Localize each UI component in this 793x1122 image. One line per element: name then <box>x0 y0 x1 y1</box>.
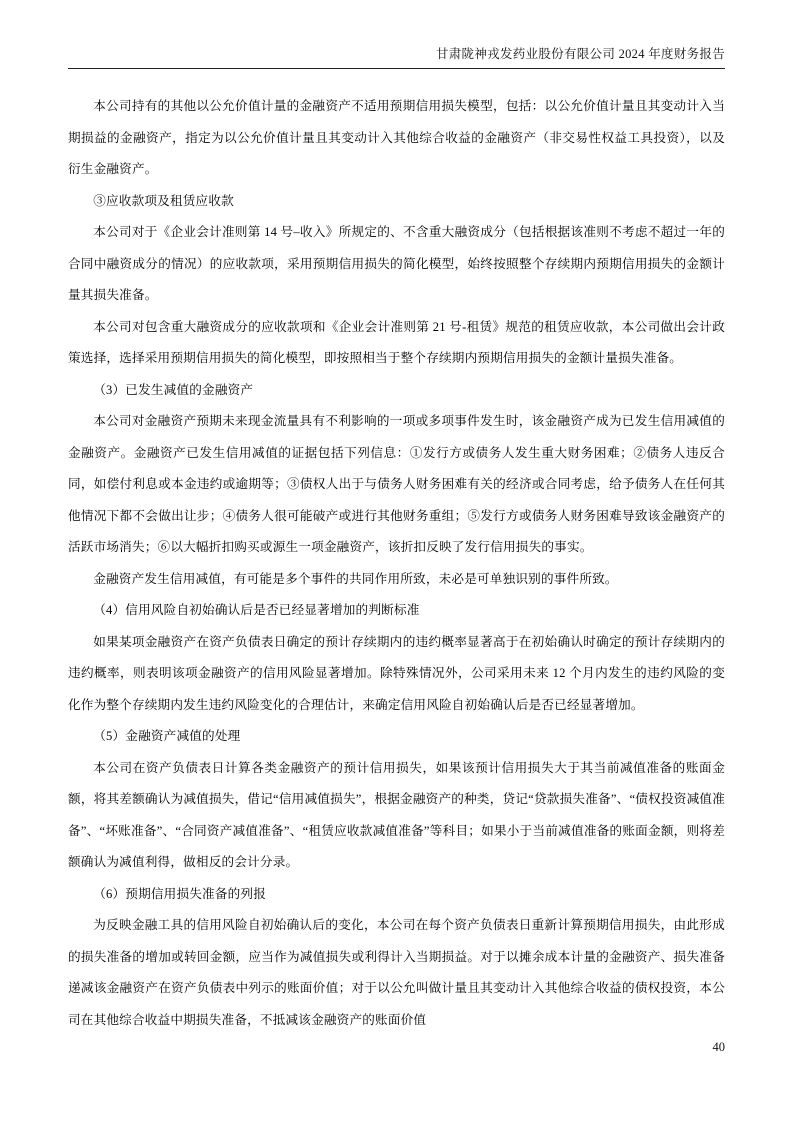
paragraph-heading-receivables: ③应收款项及租赁应收款 <box>93 193 234 208</box>
page-header: 甘肃陇神戎发药业股份有限公司 2024 年度财务报告 <box>435 47 725 61</box>
paragraph: 为反映金融工具的信用风险自初始确认后的变化，本公司在每个资产负债表日重新计算预期信用损失，由此形成的损失准备的增加或转回金额，应当作为减值损失或利得计入当期损益。对于以摊余成本计量的金融资产、损失准备递减该金融资产在资产负债表中列示的账面价值；对于以公允叫做计量且其变动计入其他综合收益的债权投资，本公司在其他综合收益中期损失准备，不抵减该金融资产的账面价值 <box>68 918 725 1027</box>
page-content-area <box>68 44 725 1036</box>
paragraph: 本公司在资产负债表日计算各类金融资产的预计信用损失，如果该预计信用损失大于其当前减值准备的账面金额，将其差额确认为减值损失，借记“信用减值损失”，根据金融资产的种类，贷记“贷款损失准备”、“债权投资减值准备”、“坏账准备”、“合同资产减值准备”、“租赁应收款减值准备”等科目；如果小于当前减值准备的账面金额，则将差额确认为减值利得，做相反的会计分录。 <box>68 760 725 869</box>
paragraph: 本公司持有的其他以公允价值计量的金融资产不适用预期信用损失模型，包括：以公允价值计量且其变动计入当期损益的金融资产，指定为以公允价值计量且其变动计入其他综合收益的金融资产（非交易性权益工具投资），以及衍生金融资产。 <box>68 99 725 176</box>
paragraph-heading-credit-risk: （4）信用风险自初始确认后是否已经显著增加的判断标准 <box>93 603 420 617</box>
paragraph: 如果某项金融资产在资产负债表日确定的预计存续期内的违约概率显著高于在初始确认时确定的预计存续期内的违约概率，则表明该项金融资产的信用风险显著增加。除特殊情况外，公司采用未来 12 个月内发生的违约风险的变化作为整个存续期内发生违约风险变化的合理估计，来确定信用风险自初始确认后是否已经显著增加。 <box>68 634 725 712</box>
header-divider <box>68 68 725 69</box>
paragraph: 金融资产发生信用减值，有可能是多个事件的共同作用所致，未必是可单独识别的事件所致。 <box>93 571 618 586</box>
document-body <box>68 91 725 1036</box>
paragraph: 本公司对于《企业会计准则第 14 号–收入》所规定的、不含重大融资成分（包括根据该准则不考虑不超过一年的合同中融资成分的情况）的应收款项，采用预期信用损失的简化模型，始终按照整个存续期内预期信用损失的金额计量其损失准备。 <box>68 225 725 302</box>
page-number: 40 <box>712 1040 725 1054</box>
paragraph: 本公司对金融资产预期未来现金流量具有不利影响的一项或多项事件发生时，该金融资产成为已发生信用减值的金融资产。金融资产已发生信用减值的证据包括下列信息：①发行方或债务人发生重大财务困难；②债务人违反合同，如偿付利息或本金违约或逾期等；③债权人出于与债务人财务困难有关的经济或合同考虑，给予债务人在任何其他情况下都不会做出让步；④债务人很可能破产或进行其他财务重组；⑤发行方或债务人财务困难导致该金融资产的活跃市场消失；⑥以大幅折扣购买或源生一项金融资产，该折扣反映了发行信用损失的事实。 <box>68 414 725 554</box>
paragraph-heading-impairment-treatment: （5）金融资产减值的处理 <box>93 729 241 743</box>
paragraph: 本公司对包含重大融资成分的应收款项和《企业会计准则第 21 号‑租赁》规范的租赁应收款，本公司做出会计政策选择，选择采用预期信用损失的简化模型，即按照相当于整个存续期内预期信用损失的金额计量损失准备。 <box>68 319 725 365</box>
paragraph-heading-presentation: （6）预期信用损失准备的列报 <box>93 886 267 901</box>
paragraph-heading-impaired-assets: （3）已发生减值的金融资产 <box>93 382 254 397</box>
